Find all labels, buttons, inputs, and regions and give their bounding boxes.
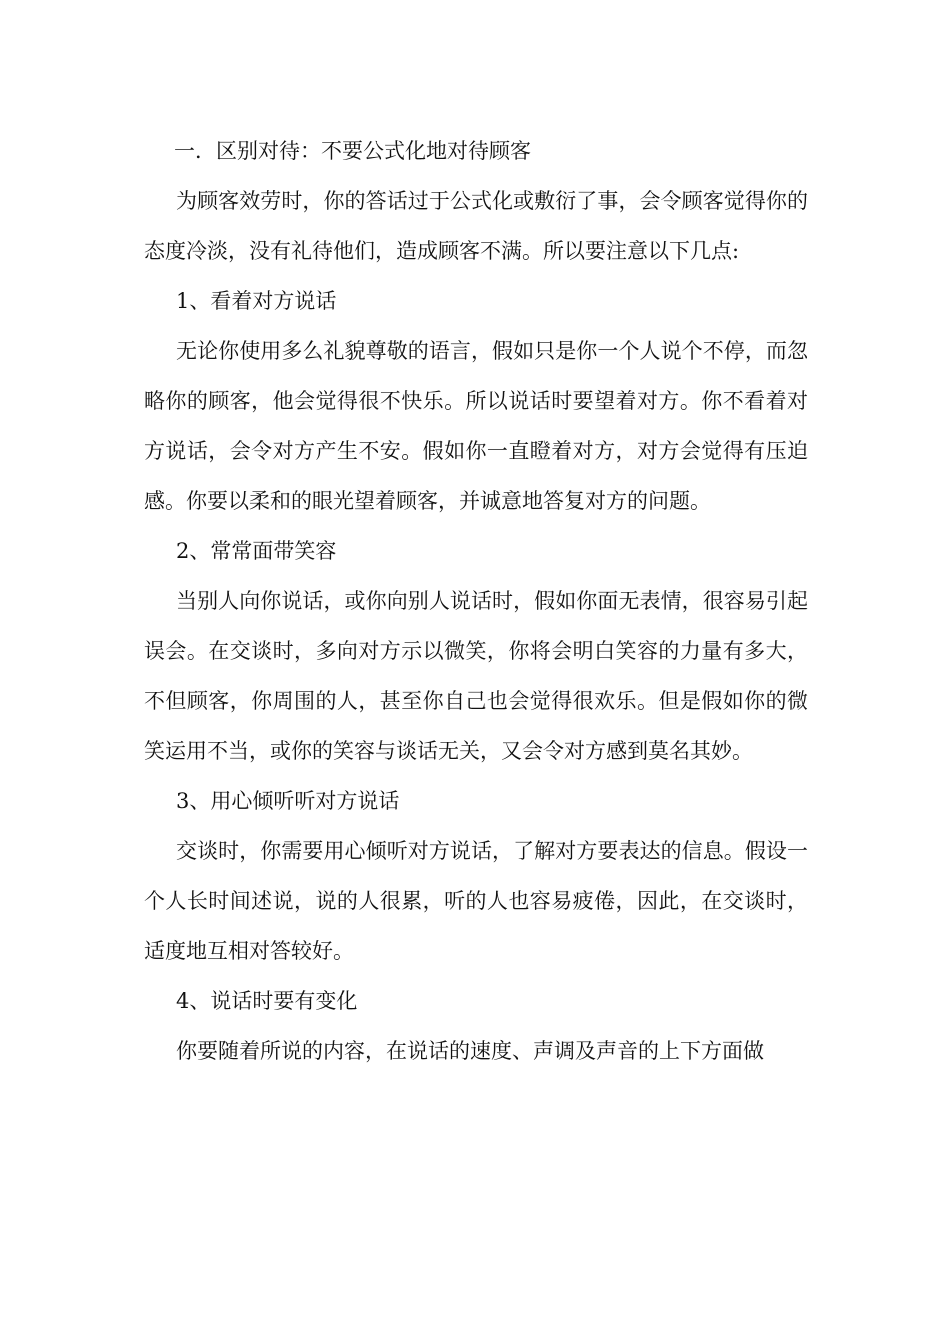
- point-4-paragraph: 你要随着所说的内容，在说话的速度、声调及声音的上下方面做: [176, 1039, 764, 1063]
- point-4-heading: 4、说话时要有变化: [176, 989, 358, 1013]
- intro-paragraph: 为顾客效劳时，你的答话过于公式化或敷衍了事，会令顾客觉得你的态度冷淡，没有礼待他们，造成顾客不满。所以要注意以下几点:: [144, 189, 808, 263]
- point-1-heading: 1、看着对方说话: [176, 289, 337, 313]
- section-heading: 一．区别对待：不要公式化地对待顾客: [174, 139, 531, 163]
- point-1-paragraph: 无论你使用多么礼貌尊敬的语言，假如只是你一个人说个不停，而忽略你的顾客，他会觉得很不快乐。所以说话时要望着对方。你不看着对方说话，会令对方产生不安。假如你一直瞪着对方，对方会觉得有压迫感。你要以柔和的眼光望着顾客，并诚意地答复对方的问题。: [144, 339, 808, 513]
- document-body: [144, 126, 808, 1076]
- point-2-heading: 2、常常面带笑容: [176, 539, 337, 563]
- point-2-paragraph: 当别人向你说话，或你向别人说话时，假如你面无表情，很容易引起误会。在交谈时，多向对方示以微笑，你将会明白笑容的力量有多大，不但顾客，你周围的人，甚至你自己也会觉得很欢乐。但是假如你的微笑运用不当，或你的笑容与谈话无关，又会令对方感到莫名其妙。: [144, 589, 808, 763]
- point-3-heading: 3、用心倾听听对方说话: [176, 789, 400, 813]
- point-3-paragraph: 交谈时，你需要用心倾听对方说话，了解对方要表达的信息。假设一个人长时间述说，说的人很累，听的人也容易疲倦，因此，在交谈时，适度地互相对答较好。: [144, 839, 808, 963]
